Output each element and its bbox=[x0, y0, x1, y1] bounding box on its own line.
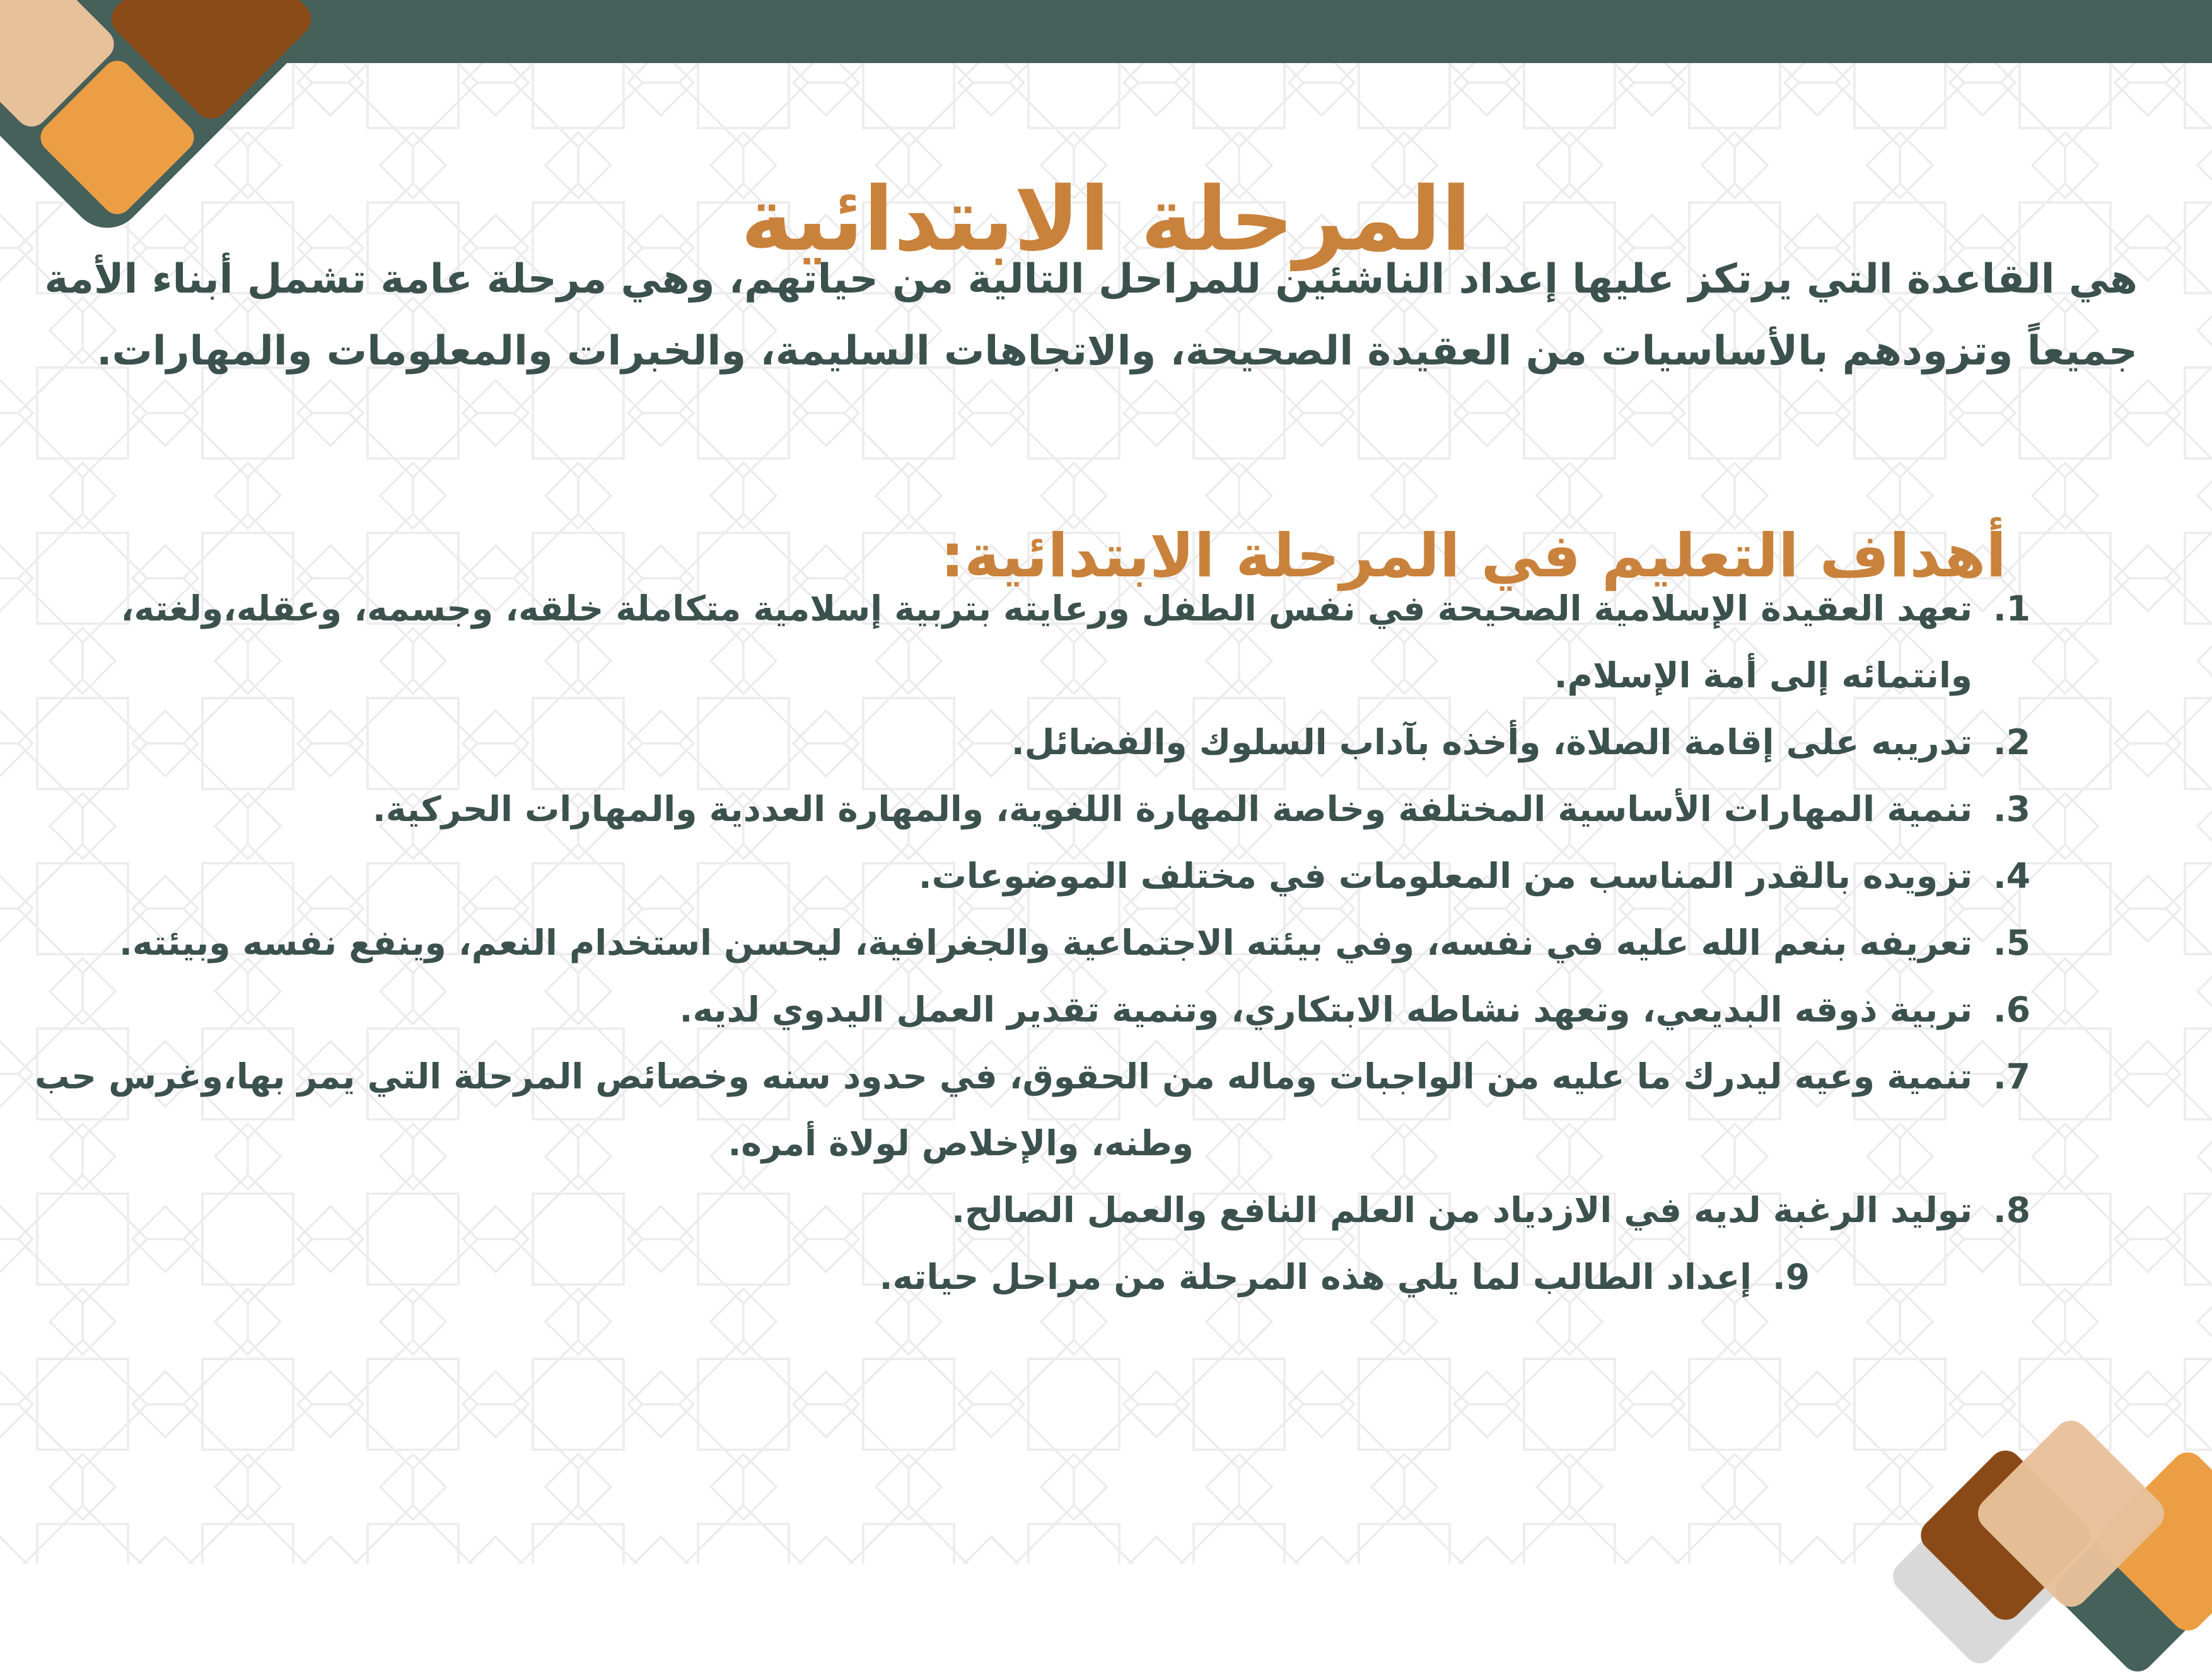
list-item-number: 1. bbox=[1993, 588, 2030, 629]
list-item-text: توليد الرغبة لديه في الازدياد من العلم النافع والعمل الصالح. bbox=[952, 1190, 1972, 1230]
list-item-text: تنمية وعيه ليدرك ما عليه من الواجبات وماله من الحقوق، في حدود سنه وخصائص المرحلة التي يمر بها،وغرس حب bbox=[35, 1056, 1972, 1097]
list-item-number: 2. bbox=[1993, 722, 2030, 762]
list-item bbox=[63, 976, 2030, 1043]
intro-line: جميعاً وتزودهم بالأساسيات من العقيدة الصحيحة، والاتجاهات السليمة، والخبرات والمعلومات والمهارات. bbox=[96, 328, 2138, 375]
intro-line: هي القاعدة التي يرتكز عليها إعداد الناشئين للمراحل التالية من حياتهم، وهي مرحلة عامة تشمل أبناء الأمة bbox=[44, 256, 2138, 303]
page-title: المرحلة الابتدائية bbox=[740, 168, 1472, 271]
section-heading: أهداف التعليم في المرحلة الابتدائية: bbox=[940, 521, 2006, 591]
list-item bbox=[63, 1177, 2030, 1244]
list-item-text: تدريبه على إقامة الصلاة، وأخذه بآداب السلوك والفضائل. bbox=[1011, 722, 1972, 762]
list-item-text: إعداد الطالب لما يلي هذه المرحلة من مراحل حياته. bbox=[879, 1257, 1752, 1297]
list-item-text: تزويده بالقدر المناسب من المعلومات في مختلف الموضوعات. bbox=[918, 856, 1972, 896]
list-item bbox=[63, 909, 2030, 976]
list-item-number: 8. bbox=[1993, 1190, 2030, 1230]
list-item bbox=[63, 842, 2030, 909]
list-item-number: 6. bbox=[1993, 989, 2030, 1030]
objectives-list bbox=[35, 575, 2030, 1310]
list-item-number: 3. bbox=[1993, 789, 2030, 829]
list-item bbox=[63, 776, 2030, 842]
list-item bbox=[63, 1244, 1810, 1310]
list-item-text: تربية ذوقه البديعي، وتعهد نشاطه الابتكاري، وتنمية تقدير العمل اليدوي لديه. bbox=[679, 989, 1972, 1030]
intro-paragraph bbox=[38, 243, 2138, 387]
list-item-text: وانتمائه إلى أمة الإسلام. bbox=[1554, 655, 1972, 696]
list-item-text: تعهد العقيدة الإسلامية الصحيحة في نفس الطفل ورعايته بتربية إسلامية متكاملة خلقه، وجسمه، وعقله،ولغته، bbox=[120, 588, 1972, 629]
list-item-text: وطنه، والإخلاص لولاة أمره. bbox=[728, 1123, 1194, 1163]
list-item-text: تعريفه بنعم الله عليه في نفسه، وفي بيئته الاجتماعية والجغرافية، ليحسن استخدام النعم، وينفع نفسه وبيئته. bbox=[119, 923, 1972, 963]
list-item bbox=[63, 709, 2030, 776]
list-item-number: 9. bbox=[1772, 1257, 1810, 1297]
list-item bbox=[35, 1043, 2030, 1177]
list-item-text: تنمية المهارات الأساسية المختلفة وخاصة المهارة اللغوية، والمهارة العددية والمهارات الحركية. bbox=[372, 789, 1972, 829]
list-item-number: 5. bbox=[1993, 923, 2030, 963]
list-item-number: 7. bbox=[1993, 1056, 2030, 1097]
list-item-number: 4. bbox=[1993, 856, 2030, 896]
list-item bbox=[63, 575, 2030, 709]
